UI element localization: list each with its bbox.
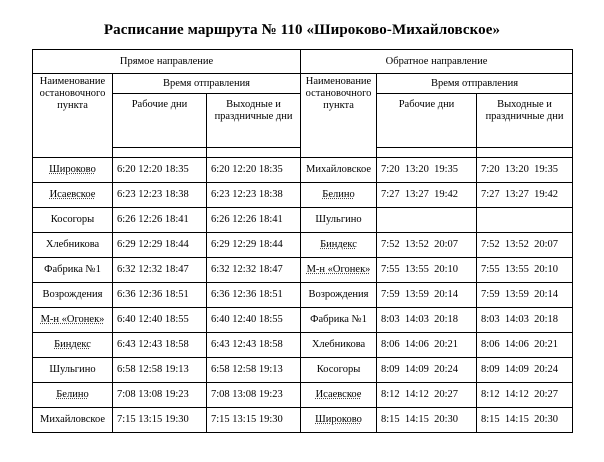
backward-weekend-times-text: 7:59 13:59 20:14: [481, 289, 559, 300]
forward-weekend-times: [207, 408, 301, 433]
forward-time-header: Время отправления: [113, 74, 301, 94]
forward-stop-name: [33, 408, 113, 433]
forward-weekend-times-text: 6:58 12:58 19:13: [211, 364, 283, 375]
forward-stop-name-text: Михайловское: [40, 414, 105, 425]
forward-weekend-times: [207, 158, 301, 183]
backward-weekend-times: [477, 408, 573, 433]
forward-weekend-times-text: 7:15 13:15 19:30: [211, 414, 283, 425]
backward-stop-name-text: М-н «Огонек»: [306, 264, 371, 275]
schedule-table: [32, 49, 573, 433]
backward-workdays-times-text: 8:03 14:03 20:18: [381, 314, 459, 325]
backward-workdays-times-text: 7:52 13:52 20:07: [381, 239, 459, 250]
forward-weekend-times-text: 6:26 12:26 18:41: [211, 214, 283, 225]
backward-workdays-header: Рабочие дни: [377, 94, 477, 148]
forward-weekend-times-text: 6:40 12:40 18:55: [211, 314, 283, 325]
backward-weekend-times-text: 8:03 14:03 20:18: [481, 314, 559, 325]
spacer-cell: [207, 148, 301, 158]
forward-weekend-times-text: 6:23 12:23 18:38: [211, 189, 283, 200]
forward-workdays-times: [113, 233, 207, 258]
forward-stop-name-text: Фабрика №1: [44, 264, 101, 275]
forward-workdays-times-text: 6:40 12:40 18:55: [117, 314, 189, 325]
forward-weekend-times: [207, 308, 301, 333]
backward-weekend-times-text: 8:09 14:09 20:24: [481, 364, 559, 375]
forward-weekend-times-text: 6:32 12:32 18:47: [211, 264, 283, 275]
forward-workdays-times: [113, 308, 207, 333]
backward-workdays-times-text: 7:55 13:55 20:10: [381, 264, 459, 275]
backward-weekend-times: [477, 358, 573, 383]
backward-weekend-times-text: 7:27 13:27 19:42: [481, 189, 559, 200]
forward-stop-name-text: Белино: [56, 389, 89, 400]
table-row: [33, 358, 573, 383]
forward-workdays-times: [113, 208, 207, 233]
backward-workdays-times: [377, 183, 477, 208]
forward-workdays-times-text: 6:36 12:36 18:51: [117, 289, 189, 300]
page-title: Расписание маршрута № 110 «Широково-Михайловское»: [103, 22, 501, 38]
forward-weekend-times: [207, 333, 301, 358]
forward-weekend-times: [207, 233, 301, 258]
backward-stop-name-text: Белино: [322, 189, 355, 200]
forward-stop-name: [33, 208, 113, 233]
backward-weekend-times-text: 7:52 13:52 20:07: [481, 239, 559, 250]
forward-weekend-times: [207, 283, 301, 308]
backward-stop-name-text: Косогоры: [316, 364, 361, 375]
backward-weekend-times: [477, 258, 573, 283]
forward-workdays-times: [113, 158, 207, 183]
table-row: [33, 383, 573, 408]
forward-stop-name: [33, 158, 113, 183]
backward-stop-name-text: Возрождения: [308, 289, 369, 300]
backward-weekend-times-text: 8:12 14:12 20:27: [481, 389, 559, 400]
table-row: [33, 183, 573, 208]
backward-stop-header: Наименование остановочного пункта: [301, 74, 377, 158]
forward-direction-header: Прямое направление: [33, 50, 301, 74]
forward-workdays-header: Рабочие дни: [113, 94, 207, 148]
backward-workdays-times-text: 7:59 13:59 20:14: [381, 289, 459, 300]
backward-workdays-times: [377, 308, 477, 333]
backward-weekend-times: [477, 333, 573, 358]
backward-weekend-times-text: 7:55 13:55 20:10: [481, 264, 559, 275]
forward-stop-name: [33, 308, 113, 333]
forward-stop-name: [33, 183, 113, 208]
spacer-cell: [113, 148, 207, 158]
backward-stop-name-text: Михайловское: [306, 164, 372, 175]
backward-stop-name-text: Исаевское: [315, 389, 362, 400]
forward-weekend-times-text: 6:43 12:43 18:58: [211, 339, 283, 350]
backward-stop-name-text: Биндекс: [320, 239, 357, 250]
backward-stop-name: [301, 283, 377, 308]
backward-workdays-times: [377, 408, 477, 433]
forward-workdays-times: [113, 333, 207, 358]
forward-weekend-times-text: 7:08 13:08 19:23: [211, 389, 283, 400]
forward-weekend-times: [207, 358, 301, 383]
forward-stop-name-text: Хлебникова: [45, 239, 100, 250]
forward-weekend-times: [207, 183, 301, 208]
forward-weekend-times-text: 6:20 12:20 18:35: [211, 164, 283, 175]
spacer-cell: [377, 148, 477, 158]
backward-stop-name: [301, 183, 377, 208]
backward-direction-header: Обратное направление: [301, 50, 573, 74]
forward-workdays-times-text: 6:29 12:29 18:44: [117, 239, 189, 250]
forward-stop-name-text: Возрождения: [42, 289, 103, 300]
backward-workdays-times: [377, 358, 477, 383]
backward-weekend-times: [477, 233, 573, 258]
backward-workdays-times-text: 8:15 14:15 20:30: [381, 414, 459, 425]
forward-stop-name: [33, 358, 113, 383]
forward-workdays-times-text: 7:08 13:08 19:23: [117, 389, 189, 400]
table-row: [33, 158, 573, 183]
backward-workdays-times: [377, 208, 477, 233]
forward-weekend-times: [207, 208, 301, 233]
forward-workdays-times: [113, 258, 207, 283]
forward-weekend-times-text: 6:36 12:36 18:51: [211, 289, 283, 300]
forward-workdays-times: [113, 283, 207, 308]
table-row: [33, 233, 573, 258]
backward-weekend-times: [477, 383, 573, 408]
forward-workdays-times-text: 6:58 12:58 19:13: [117, 364, 189, 375]
forward-stop-name-text: Шульгино: [49, 364, 96, 375]
backward-workdays-times-text: 7:20 13:20 19:35: [381, 164, 459, 175]
spacer-cell: [477, 148, 573, 158]
forward-stop-name-text: Косогоры: [50, 214, 95, 225]
forward-stop-name: [33, 258, 113, 283]
forward-stop-name: [33, 333, 113, 358]
backward-workdays-times: [377, 383, 477, 408]
table-row: [33, 283, 573, 308]
backward-stop-name-text: Широково: [315, 414, 362, 425]
backward-workdays-times-text: 8:09 14:09 20:24: [381, 364, 459, 375]
forward-workdays-times-text: 6:32 12:32 18:47: [117, 264, 189, 275]
forward-workdays-times-text: 6:43 12:43 18:58: [117, 339, 189, 350]
backward-stop-name: [301, 358, 377, 383]
backward-stop-name: [301, 208, 377, 233]
backward-workdays-times: [377, 283, 477, 308]
forward-weekend-times-text: 6:29 12:29 18:44: [211, 239, 283, 250]
backward-workdays-times: [377, 233, 477, 258]
forward-weekend-times: [207, 258, 301, 283]
backward-stop-name: [301, 233, 377, 258]
forward-stop-name-text: Биндекс: [54, 339, 91, 350]
backward-weekend-times-text: 8:15 14:15 20:30: [481, 414, 559, 425]
backward-weekend-times: [477, 208, 573, 233]
forward-weekend-header: Выходные и праздничные дни: [207, 94, 301, 148]
backward-weekend-times: [477, 283, 573, 308]
backward-workdays-times: [377, 158, 477, 183]
forward-workdays-times-text: 7:15 13:15 19:30: [117, 414, 189, 425]
backward-workdays-times: [377, 333, 477, 358]
forward-workdays-times: [113, 358, 207, 383]
backward-weekend-times-text: 7:20 13:20 19:35: [481, 164, 559, 175]
backward-weekend-times-text: 8:06 14:06 20:21: [481, 339, 559, 350]
backward-stop-name: [301, 308, 377, 333]
forward-stop-name-text: Исаевское: [49, 189, 96, 200]
forward-stop-name-text: Широково: [49, 164, 96, 175]
table-row: [33, 258, 573, 283]
forward-workdays-times-text: 6:26 12:26 18:41: [117, 214, 189, 225]
backward-stop-name-text: Хлебникова: [311, 339, 366, 350]
table-row: [33, 333, 573, 358]
forward-weekend-times: [207, 383, 301, 408]
forward-stop-name: [33, 383, 113, 408]
forward-workdays-times-text: 6:23 12:23 18:38: [117, 189, 189, 200]
forward-stop-name-text: М-н «Огонек»: [40, 314, 105, 325]
table-row: [33, 408, 573, 433]
table-row: [33, 308, 573, 333]
backward-workdays-times: [377, 258, 477, 283]
forward-stop-name: [33, 283, 113, 308]
backward-stop-name: [301, 158, 377, 183]
backward-stop-name: [301, 333, 377, 358]
forward-workdays-times: [113, 383, 207, 408]
table-row: [33, 208, 573, 233]
backward-weekend-times: [477, 183, 573, 208]
backward-stop-name: [301, 408, 377, 433]
backward-workdays-times-text: 7:27 13:27 19:42: [381, 189, 459, 200]
backward-weekend-times: [477, 308, 573, 333]
forward-stop-header: Наименование остановочного пункта: [33, 74, 113, 158]
backward-stop-name-text: Фабрика №1: [310, 314, 367, 325]
backward-weekend-times: [477, 158, 573, 183]
backward-weekend-header: Выходные и праздничные дни: [477, 94, 573, 148]
forward-workdays-times-text: 6:20 12:20 18:35: [117, 164, 189, 175]
forward-stop-name: [33, 233, 113, 258]
backward-workdays-times-text: 8:12 14:12 20:27: [381, 389, 459, 400]
forward-workdays-times: [113, 408, 207, 433]
backward-workdays-times-text: 8:06 14:06 20:21: [381, 339, 459, 350]
backward-time-header: Время отправления: [377, 74, 573, 94]
backward-stop-name-text: Шульгино: [315, 214, 362, 225]
backward-stop-name: [301, 383, 377, 408]
forward-workdays-times: [113, 183, 207, 208]
backward-stop-name: [301, 258, 377, 283]
